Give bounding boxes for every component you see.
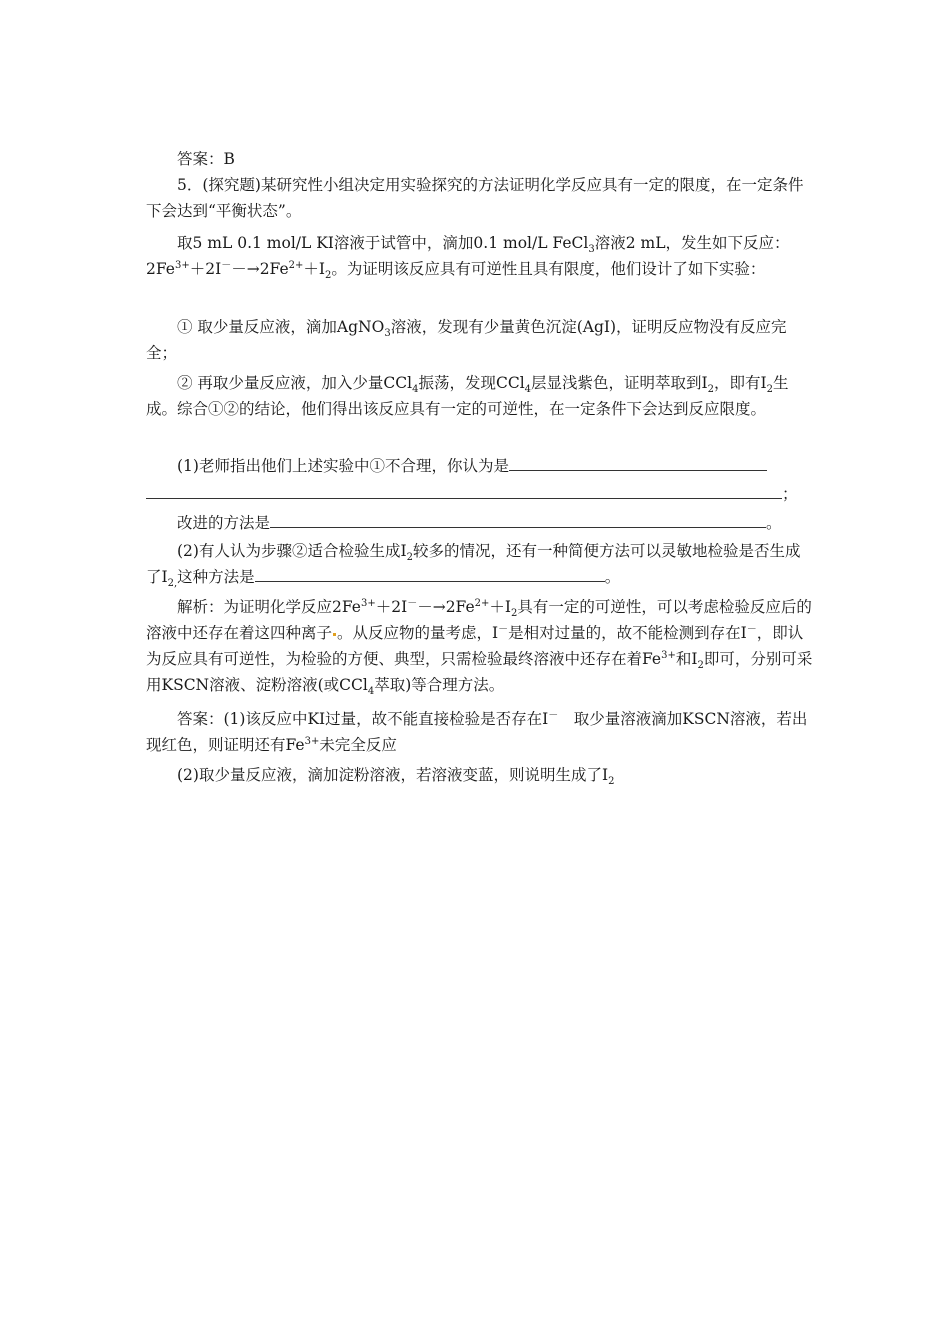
answer-blank[interactable]: [509, 456, 767, 471]
question-5-intro: 5．(探究题)某研究性小组决定用实验探究的方法证明化学反应具有一定的限度，在一定条件下会达到“平衡状态”。: [146, 176, 804, 220]
sub-question-2: (2)有人认为步骤②适合检验生成$I_2$较多的情况，还有一种简便方法可以灵敏地检验是否生成了$I_{2,}$这种方法是 。: [146, 542, 801, 590]
experiment-step-1: ① 取少量反应液，滴加AgNO$_3$溶液，发现有少量黄色沉淀(AgI)，证明反应物没有反应完全；: [146, 318, 787, 362]
answer-blank[interactable]: [255, 567, 605, 582]
stray-mark: [333, 633, 336, 636]
answer-paragraph-2: (2)取少量反应液，滴加淀粉溶液，若溶液变蓝，则说明生成了$I_2$: [177, 766, 615, 788]
analysis-paragraph: 解析：为证明化学反应$2Fe^{3+}+2I^--\to 2Fe^{2+}+I_2$具有一定的可逆性，可以考虑检验反应后的溶液中还存在着这四种离子 。从反应物的量考虑，I－是相对过量的，故不能检测到存在I－，即认为反应具有可逆性，为检验的方便、典型，只需检验最终溶液中还存在着$Fe^{3+}$和$I_2$即可，分别可采用KSCN溶液、淀粉溶液(或CCl$_4$萃取)等合理方法。: [146, 597, 813, 698]
question-5-setup: 取5 mL 0.1 mol/L KI溶液于试管中，滴加0.1 mol/L FeCl$_3$溶液2 mL，发生如下反应：$2Fe^{3+}+2I^--\to 2Fe^{2+}+I_2$。为证明该反应具有可逆性且具有限度，他们设计了如下实验：: [146, 234, 790, 282]
answer-blank[interactable]: [270, 513, 766, 528]
sub-question-1-line2: ；: [146, 481, 814, 507]
experiment-step-2: ② 再取少量反应液，加入少量CCl$_4$振荡，发现CCl$_4$层显浅紫色，证明萃取到$I_2$，即有$I_2$生成。综合①②的结论，他们得出该反应具有一定的可逆性，在一定条件下会达到反应限度。: [146, 374, 789, 418]
answer-blank[interactable]: [146, 484, 782, 499]
previous-answer: 答案：B: [177, 150, 235, 168]
answer-paragraph: 答案：(1)该反应中KI过量，故不能直接检验是否存在I－ 取少量溶液滴加KSCN溶液，若出现红色，则证明还有$Fe^{3+}$未完全反应: [146, 709, 808, 754]
sub-question-1: (1)老师指出他们上述实验中①不合理，你认为是: [146, 453, 814, 479]
sub-question-1-improve: 改进的方法是 。: [177, 514, 782, 532]
